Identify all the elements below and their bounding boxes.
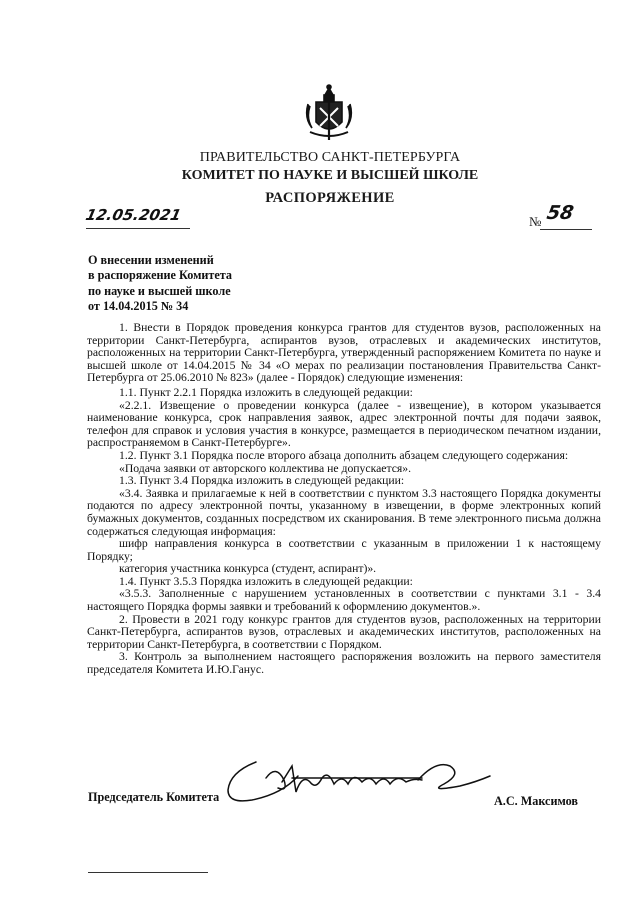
subject-line: от 14.04.2015 № 34: [88, 299, 189, 314]
signatory-title: Председатель Комитета: [88, 790, 220, 804]
paragraph-3-5-3: «3.5.3. Заполненные с нарушением установленных в соответствии с пунктами 3.1 - 3.4 настоящего Порядка формы заявки и требований к оформлению документов.».: [87, 587, 601, 614]
subject-line: по науке и высшей школе: [88, 283, 231, 298]
handwritten-signature: [222, 748, 494, 814]
paragraph-3: 3. Контроль за выполнением настоящего распоряжения возложить на первого заместителя председателя Комитета И.Ю.Ганус.: [87, 650, 601, 677]
paragraph-1-3: 1.3. Пункт 3.4 Порядка изложить в следующей редакции:: [119, 474, 405, 488]
paragraph-1-2: 1.2. Пункт 3.1 Порядка после второго абзаца дополнить абзацем следующего содержания:: [119, 448, 569, 462]
number-label: №: [529, 214, 542, 229]
committee-name: КОМИТЕТ ПО НАУКЕ И ВЫСШЕЙ ШКОЛЕ: [181, 168, 479, 183]
footer-rule: [88, 872, 208, 873]
paragraph-1-4: 1.4. Пункт 3.5.3 Порядка изложить в следующей редакции:: [119, 574, 413, 588]
number-underline: [540, 229, 592, 230]
date-underline: [86, 228, 190, 229]
subject-line: О внесении изменений: [88, 253, 214, 267]
document-date: 12.05.2021: [84, 206, 183, 224]
paragraph-1-1: 1.1. Пункт 2.2.1 Порядка изложить в следующей редакции:: [119, 385, 413, 399]
document-type: РАСПОРЯЖЕНИЕ: [265, 190, 395, 206]
paragraph-category: категория участника конкурса (студент, аспирант)».: [119, 562, 377, 576]
document-body: [87, 322, 601, 677]
signatory-name: А.С. Максимов: [494, 794, 579, 808]
subject-line: в распоряжение Комитета: [88, 268, 233, 283]
coat-of-arms-icon: [298, 82, 360, 144]
paragraph-3-4: «3.4. Заявка и прилагаемые к ней в соответствии с пунктом 3.3 настоящего Порядка документы подаются по адресу электронной почты, указанному в извещении, в форме электронных копий бумажных документов, созданных посредством их сканирования. В теме электронного письма должна содержаться следующая информация:: [87, 486, 601, 538]
government-name: ПРАВИТЕЛЬСТВО САНКТ-ПЕТЕРБУРГА: [199, 150, 461, 165]
document-number: 58: [545, 202, 576, 224]
paragraph-cipher: шифр направления конкурса в соответствии с указанным в приложении 1 к настоящему Порядку;: [87, 537, 601, 563]
paragraph-1: 1. Внести в Порядок проведения конкурса грантов для студентов вузов, расположенных на территории Санкт-Петербурга, аспирантов вузов, отраслевых и академических институтов, расположенных на территории Санкт-Петербурга, утвержденный распоряжением Комитета по науке и высшей школе от 14.04.2015 № 34 «О мерах по реализации постановления Правительства Санкт-Петербурга от 25.06.2010 № 823» (далее - Порядок) следующие изменения:: [87, 321, 601, 385]
paragraph-2-2-1: «2.2.1. Извещение о проведении конкурса (далее - извещение), в котором указывается наименование конкурса, срок направления заявок, адрес электронной почты для подачи заявок, телефон для справок и условия участия в конкурсе, размещается в периодическом печатном издании, распространяемом в Санкт-Петербурге».: [87, 398, 601, 450]
paragraph-2: 2. Провести в 2021 году конкурс грантов для студентов вузов, расположенных на территории Санкт-Петербурга, аспирантов вузов, отраслевых и академических институтов, расположенных на территории Санкт-Петербурга, в соответствии с Порядком.: [87, 612, 601, 651]
paragraph-quote: «Подача заявки от авторского коллектива не допускается».: [119, 461, 412, 475]
subject-block: [88, 253, 232, 315]
